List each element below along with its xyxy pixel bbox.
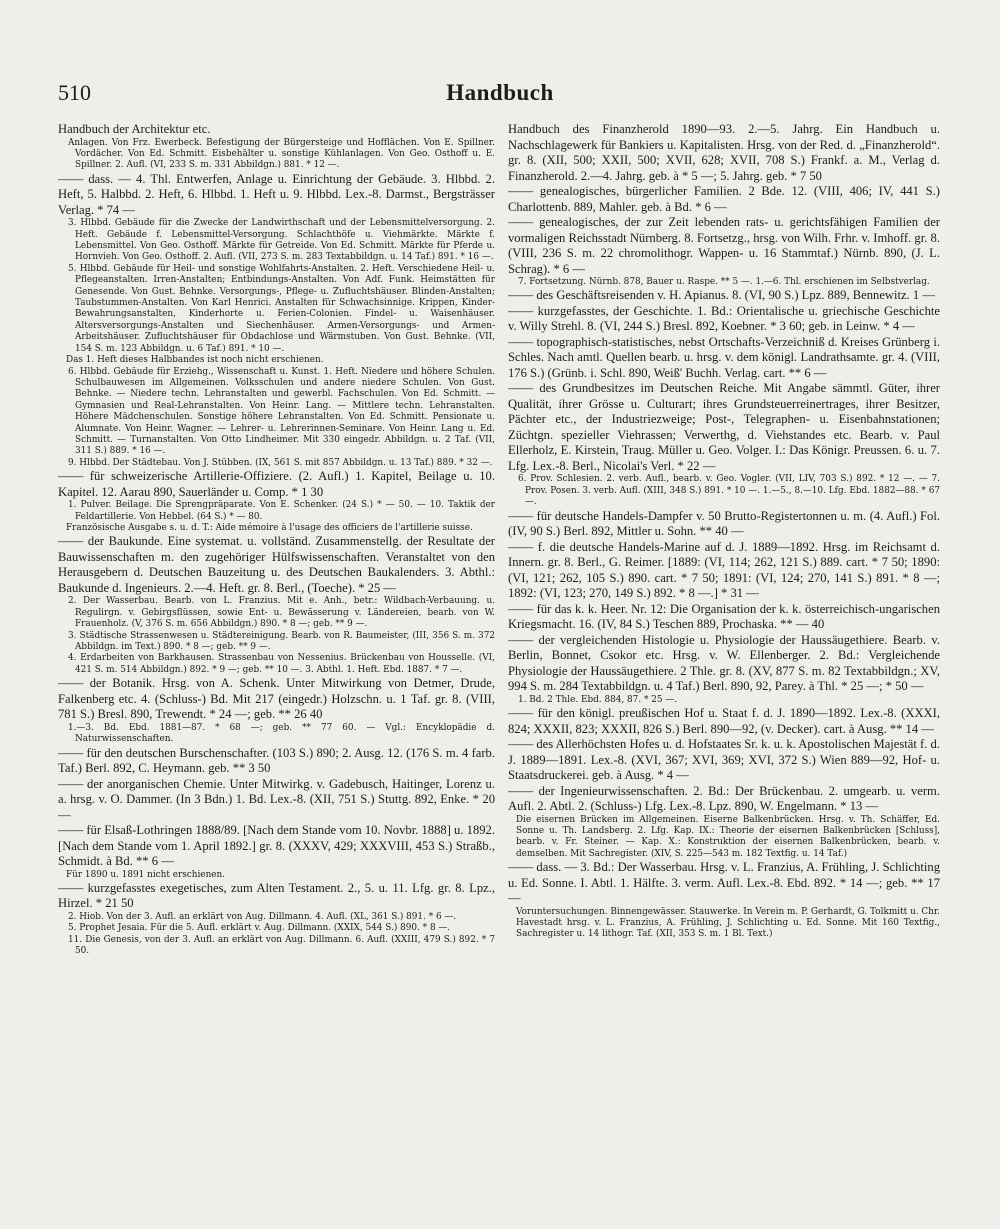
catalog-subentry: 2. Der Wasserbau. Bearb. von L. Franzius. Mit e. Anh., betr.: Wildbach-Verbauung. u. Regulirgn. v. Gebirgsflüssen, sowie Ent- u. Bewässerung v. Ländereien, bearb. von W. Frauenholz. (V, 376 S. m. 656 Abbildgn.) 890. * 8 —; geb. ** 9 —. — [68, 596, 495, 630]
catalog-subentry: Das 1. Heft dieses Halbbandes ist noch nicht erschienen. — [66, 355, 324, 366]
catalog-entry: —— für schweizerische Artillerie-Offiziere. (2. Aufl.) 1. Kapitel, Beilage u. 10. Kapitel. 12. Aarau 890, Sauerländer u. Comp. * 1 30 — [58, 469, 495, 499]
catalog-subentry: 1. Bd. 2 Thle. Ebd. 884, 87. * 25 —. — [518, 694, 678, 705]
catalog-subentry: 11. Die Genesis, von der 3. Aufl. an erklärt von Aug. Dillmann. 6. Aufl. (XXIII, 479 S.) 892. * 7 50. — [68, 934, 495, 957]
catalog-entry: —— der vergleichenden Histologie u. Physiologie der Haussäugethiere. Bearb. v. Berlin, Bonnet, Csokor etc. Hrsg. v. W. Ellenberger. 2. Bd.: Vergleichende Physiologie der Haussäugethiere. 2 Thle. gr. 8. (XV, 877 S. m. 82 Textabbildgn.; XV, 994 S. m. 284 Textabbildgn. u. 4 Taf.) Berl. 890, 92, Parey. à Thl. * 25 —; * 50 — — [508, 632, 940, 694]
catalog-subentry: 5. Hlbbd. Gebäude für Heil- und sonstige Wohlfahrts-Anstalten. 2. Heft. Verschiedene Heil- u. Pflegeanstalten. Irren-Anstalten; Entbindungs-Anstalten. Von Adf. Funk. Heimstätten für Genesende. Von Gust. Behnke. Versorgungs-, Pflege- u. Zufluchtshäuser. Blinden-Anstalten; Taubstummen-Anstalten. Von Karl Henrici. Anstalten für Schwachsinnige. Krippen, Kinder-Bewahrungsanstalten, Kinderhorte u. Ferien-Colonien. Findel- u. Waisenhäuser. Altersversorgungs-Anstalten und Siechenhäuser. Armen-Versorgungs- und Armen-Arbeitshäuser. Zufluchtshäuser für Obdachlose und Wärmstuben. Von Gust. Behnke. (VII, 154 S. m. 123 Abbildgn. u. 6 Taf.) 891. * 10 —. — [68, 263, 495, 354]
catalog-entry: —— der Baukunde. Eine systemat. u. vollständ. Zusammenstellg. der Resultate der Bauwissenschaften m. den zugehöriger Hülfswissenschaften. Veranstaltet von den Herausgebern d. Deutschen Bauzeitung u. des Deutschen Baukalenders. 3. Abthl.: Baukunde d. Ingenieurs. 2.—4. Heft. gr. 8. Berl., (Toeche). * 25 — — [58, 534, 495, 595]
catalog-entry: —— für Elsaß-Lothringen 1888/89. [Nach dem Stande vom 10. Novbr. 1888] u. 1892. [Nach dem Stande vom 1. April 1892.] gr. 8. (XXXV, 429; XXXVIII, 453 S.) Straßb., Schmidt. à Bd. ** 6 — — [58, 823, 495, 869]
catalog-subentry: Anlagen. Von Frz. Ewerbeck. Befestigung der Bürgersteige und Hofflächen. Von E. Spillner. Vordächer. Von Ed. Schmitt. Eisbehälter u. sonstige Kühlanlagen. Von Geo. Osthoff u. E. Spillner. 2. Aufl. (VI, 233 S. m. 331 Abbildgn.) 881. * 12 —. — [68, 137, 495, 171]
catalog-subentry: 6. Hlbbd. Gebäude für Erziehg., Wissenschaft u. Kunst. 1. Heft. Niedere und höhere Schulen. Schulbauwesen im Allgemeinen. Volksschulen und andere niedere Schulen. Von Gust. Behnke. — Niedere techn. Lehranstalten und gewerbl. Fachschulen. Von Ed. Schmitt. — Gymnasien und Real-Lehranstalten. Von Heinr. Lang. — Mittlere techn. Lehranstalten. Höhere Mädchenschulen. Sonstige höhere Lehranstalten. Von Ed. Schmitt. Pensionate u. Alumnate. Von Heinr. Wagner. — Lehrer- u. Lehrerinnen-Seminare. Von Heinr. Lang u. Ed. Schmitt. — Turnanstalten. Von Otto Lindheimer. Mit 330 eingedr. Abbildgn. u. 2 Taf. (VII, 311 S.) 889. * 16 —. — [68, 366, 495, 457]
catalog-entry: Handbuch des Finanzherold 1890—93. 2.—5. Jahrg. Ein Handbuch u. Nachschlagewerk für Bankiers u. Kapitalisten. Hrsg. von der Red. d. „Finanzherold“. gr. 8. (XII, 500; XXII, 500; XVII, 628; XVII, 708 S.) Frankf. a. M., Verlag d. Finanzherold. 2.—4. Jahrg. geb. à * 5 —; 5. Jahrg. geb. * 7 50 — [508, 122, 940, 183]
catalog-subentry: Die eisernen Brücken im Allgemeinen. Eiserne Balkenbrücken. Hrsg. v. Th. Schäffer, Ed. Sonne u. Th. Landsberg. 2. Lfg. Kap. IX.: Theorie der eisernen Balkenbrücken [Schluss], bearb. v. Fr. Steiner. — Kap. X.: Konstruktion der eisernen Balkenbrücken, bearb. v. demselben. Mit Sachregister. (XIV, S. 225—543 m. 182 Textfig. u. 14 Taf.) — [516, 814, 940, 859]
right-column — [508, 122, 940, 1217]
catalog-subentry: 5. Prophet Jesaia. Für die 5. Aufl. erklärt v. Aug. Dillmann. (XXIX, 544 S.) 890. * 8 —. — [68, 923, 451, 934]
catalog-subentry: Französische Ausgabe s. u. d. T.: Aide mémoire à l'usage des officiers de l'artillerie suisse. — [66, 522, 473, 533]
catalog-entry: —— genealogisches, der zur Zeit lebenden rats- u. gerichtsfähigen Familien der vormaligen Reichsstadt Nürnberg. 8. Fortsetzg., hrsg. von Wilh. Frhr. v. Imhoff. gr. 8. (VIII, 236 S. m. 22 chromolithogr. Wappen- u. 16 Stammtaf.) Nürnb. 890, (J. L. Schrag). * 6 — — [508, 215, 940, 276]
catalog-entry: —— für das k. k. Heer. Nr. 12: Die Organisation der k. k. österreichisch-ungarischen Kriegsmacht. 16. (IV, 84 S.) Teschen 889, Prochaska. ** — 40 — [508, 601, 940, 632]
catalog-subentry: 3. Hlbbd. Gebäude für die Zwecke der Landwirthschaft und der Lebensmittelversorgung. 2. Heft. Gebäude f. Lebensmittel-Versorgung. Schlachthöfe u. Viehmärkte. Märkte f. Lebensmittel. Von Geo. Osthoff. Märkte für Getreide. Von Ed. Schmitt. Märkte für Pferde u. Hornvieh. Von Geo. Osthoff. 2. Aufl. (VII, 273 S. m. 283 Textabbildgn. u. 14 Taf.) 891. * 16 —. — [68, 218, 495, 263]
catalog-entry: —— dass. — 3. Bd.: Der Wasserbau. Hrsg. v. L. Franzius, A. Frühling, J. Schlichting u. Ed. Sonne. I. Abtl. 1. Hälfte. 3. verm. Aufl. Lex.-8. Ebd. 892. * 14 —; geb. ** 17 — — [508, 860, 940, 906]
catalog-subentry: 4. Erdarbeiten von Barkhausen. Strassenbau von Nessenius. Brückenbau von Housselle. (VI, 421 S. m. 514 Abbildgn.) 892. * 9 —; geb. ** 10 —. 3. Abthl. 1. Heft. Ebd. 1887. * 7 —. — [68, 653, 495, 675]
catalog-subentry: 3. Städtische Strassenwesen u. Städtereinigung. Bearb. von R. Baumeister, (III, 356 S. m. 372 Abbildgn. im Text.) 890. * 8 —; geb. ** 9 —. — [68, 630, 495, 652]
catalog-entry: —— des Grundbesitzes im Deutschen Reiche. Mit Angabe sämmtl. Güter, ihrer Qualität, ihrer Grösse u. Culturart; ihres Grundsteuerreinertrages, ihrer Besitzer, Pächter etc., der Industriezweige; Post-, Telegraphen- u. Eisenbahnstationen; Züchtgn. spezieller Viehrassen; Verwerthg, d. Viehstandes etc. Bearb. v. Paul Ellerholz, E. Kirstein, Traug. Müller u. Geo. Volger. I.: Das Königr. Preussen. 6. u. 7. Lfg. Lex.-8. Berl., Nicolai's Verl. * 22 — — [508, 381, 940, 473]
catalog-entry: —— des Geschäftsreisenden v. H. Apianus. 8. (VI, 90 S.) Lpz. 889, Bennewitz. 1 — — [508, 288, 935, 303]
left-column — [58, 122, 495, 1217]
catalog-entry: Handbuch der Architektur etc. — [58, 122, 211, 136]
catalog-entry: —— kurzgefasstes exegetisches, zum Alten Testament. 2., 5. u. 11. Lfg. gr. 8. Lpz., Hirzel. * 21 50 — [58, 880, 495, 911]
catalog-subentry: 7. Fortsetzung. Nürnb. 878, Bauer u. Raspe. ** 5 —. 1.—6. Thl. erschienen im Selbstverlag. — [518, 277, 930, 287]
catalog-entry: —— des Allerhöchsten Hofes u. d. Hofstaates Sr. k. u. k. Apostolischen Majestät f. d. J. 1889—1891. Lex.-8. (XVI, 367; XVI, 369; XVI, 372 S.) Wien 889—92, Hof- u. Staatsdruckerei. geb. à Ausg. * 4 — — [508, 737, 940, 783]
catalog-entry: —— dass. — 4. Thl. Entwerfen, Anlage u. Einrichtung der Gebäude. 3. Hlbbd. 2. Heft, 5. Halbbd. 2. Heft, 6. Hlbbd. 1. Heft u. 9. Hlbbd. Lex.-8. Darmst., Bergsträsser Verlag. * 74 — — [58, 171, 495, 217]
catalog-subentry: Für 1890 u. 1891 nicht erschienen. — [66, 869, 226, 880]
catalog-entry: —— der Ingenieurwissenschaften. 2. Bd.: Der Brückenbau. 2. umgearb. u. verm. Aufl. 2. Abtl. 2. (Schluss-) Lfg. Lex.-8. Lpz. 890, W. Engelmann. * 13 — — [508, 783, 940, 814]
catalog-entry: —— für den deutschen Burschenschafter. (103 S.) 890; 2. Ausg. 12. (176 S. m. 4 farb. Taf.) Berl. 892, C. Heymann. geb. ** 3 50 — [58, 745, 495, 776]
catalog-entry: —— der Botanik. Hrsg. von A. Schenk. Unter Mitwirkung von Detmer, Drude, Falkenberg etc. 4. (Schluss-) Bd. Mit 217 (eingedr.) Holzschn. u. 1 Taf. gr. 8. (VIII, 781 S.) Bresl. 890, Trewendt. * 24 —; geb. ** 26 40 — [58, 676, 495, 722]
catalog-entry: —— der anorganischen Chemie. Unter Mitwirkg. v. Gadebusch, Haitinger, Lorenz u. a. hrsg. v. O. Dammer. (In 3 Bdn.) 1. Bd. Lex.-8. (XII, 751 S.) Stuttg. 892, Enke. * 20 — — [58, 776, 495, 822]
catalog-subentry: 6. Prov. Schlesien. 2. verb. Aufl., bearb. v. Geo. Vogler. (VII, LIV, 703 S.) 892. * 12 —. — 7. Prov. Posen. 3. verb. Aufl. (XIII, 348 S.) 891. * 10 —. 1.—5., 8.—10. Lfg. Ebd. 1882—88. * 67 —. — [518, 474, 940, 508]
catalog-entry: —— für deutsche Handels-Dampfer v. 50 Brutto-Registertonnen u. m. (4. Aufl.) Fol. (IV, 90 S.) Berl. 892, Mittler u. Sohn. ** 40 — — [508, 508, 940, 539]
catalog-entry: —— genealogisches, bürgerlicher Familien. 2 Bde. 12. (VIII, 406; IV, 441 S.) Charlottenb. 889, Mahler. geb. à Bd. * 6 — — [508, 184, 940, 214]
catalog-entry: —— kurzgefasstes, der Geschichte. 1. Bd.: Orientalische u. griechische Geschichte v. Willy Strehl. 8. (VI, 244 S.) Bresl. 892, Koebner. * 3 60; geb. in Leinw. * 4 — — [508, 303, 940, 334]
catalog-entry: —— f. die deutsche Handels-Marine auf d. J. 1889—1892. Hrsg. im Reichsamt d. Innern. gr. 8. Berl., G. Reimer. [1889: (VI, 114; 262, 121 S.) 889. cart. * 7 50; 1890: (VI, 121; 262, 105 S.) 890. cart. * 7 50; 1891: (VI, 124; 270, 141 S.) 891. * 8 —; 1892: (VI, 123; 270, 149 S.) 892. * 8 —.] * 31 — — [508, 539, 940, 601]
catalog-subentry: 9. Hlbbd. Der Städtebau. Von J. Stübben. (IX, 561 S. mit 857 Abbildgn. u. 13 Taf.) 889. * 32 —. — [68, 457, 493, 468]
catalog-subentry: 1. Pulver. Beilage. Die Sprengpräparate. Von E. Schenker. (24 S.) * — 50. — 10. Taktik der Feldartillerie. Von Hebbel. (64 S.) * — 80. — [68, 500, 495, 522]
catalog-subentry: 1.—3. Bd. Ebd. 1881—87. * 68 —; geb. ** 77 60. — Vgl.: Encyklopädie d. Naturwissenschaften. — [68, 722, 495, 745]
catalog-subentry: 2. Hiob. Von der 3. Aufl. an erklärt von Aug. Dillmann. 4. Aufl. (XL, 361 S.) 891. * 6 —. — [68, 911, 457, 922]
catalog-entry: —— topographisch-statistisches, nebst Ortschafts-Verzeichniß d. Kreises Grünberg i. Schles. Nach amtl. Quellen bearb. u. hrsg. v. dem königl. Landrathsamte. gr. 4. (VIII, 176 S.) (Grünb. i. Schl. 890, Weiß' Buchh. Verlag. cart. ** 6 — — [508, 334, 940, 380]
catalog-entry: —— für den königl. preußischen Hof u. Staat f. d. J. 1890—1892. Lex.-8. (XXXI, 824; XXXII, 823; XXXII, 826 S.) Berl. 890—92, (v. Decker). cart. à Ausg. ** 14 — — [508, 706, 940, 736]
catalog-subentry: Voruntersuchungen. Binnengewässer. Stauwerke. In Verein m. P. Gerhardt, G. Tolkmitt u. Chr. Havestadt hrsg. v. L. Franzius, A. Frühling, J. Schlichting u. Ed. Sonne. Mit 160 Textfig., Sachregister u. 14 lithogr. Taf. (XII, 353 S. m. 1 Bl. Text.) — [516, 906, 940, 940]
running-title: Handbuch — [446, 80, 554, 105]
page-number: 510 — [58, 80, 91, 105]
